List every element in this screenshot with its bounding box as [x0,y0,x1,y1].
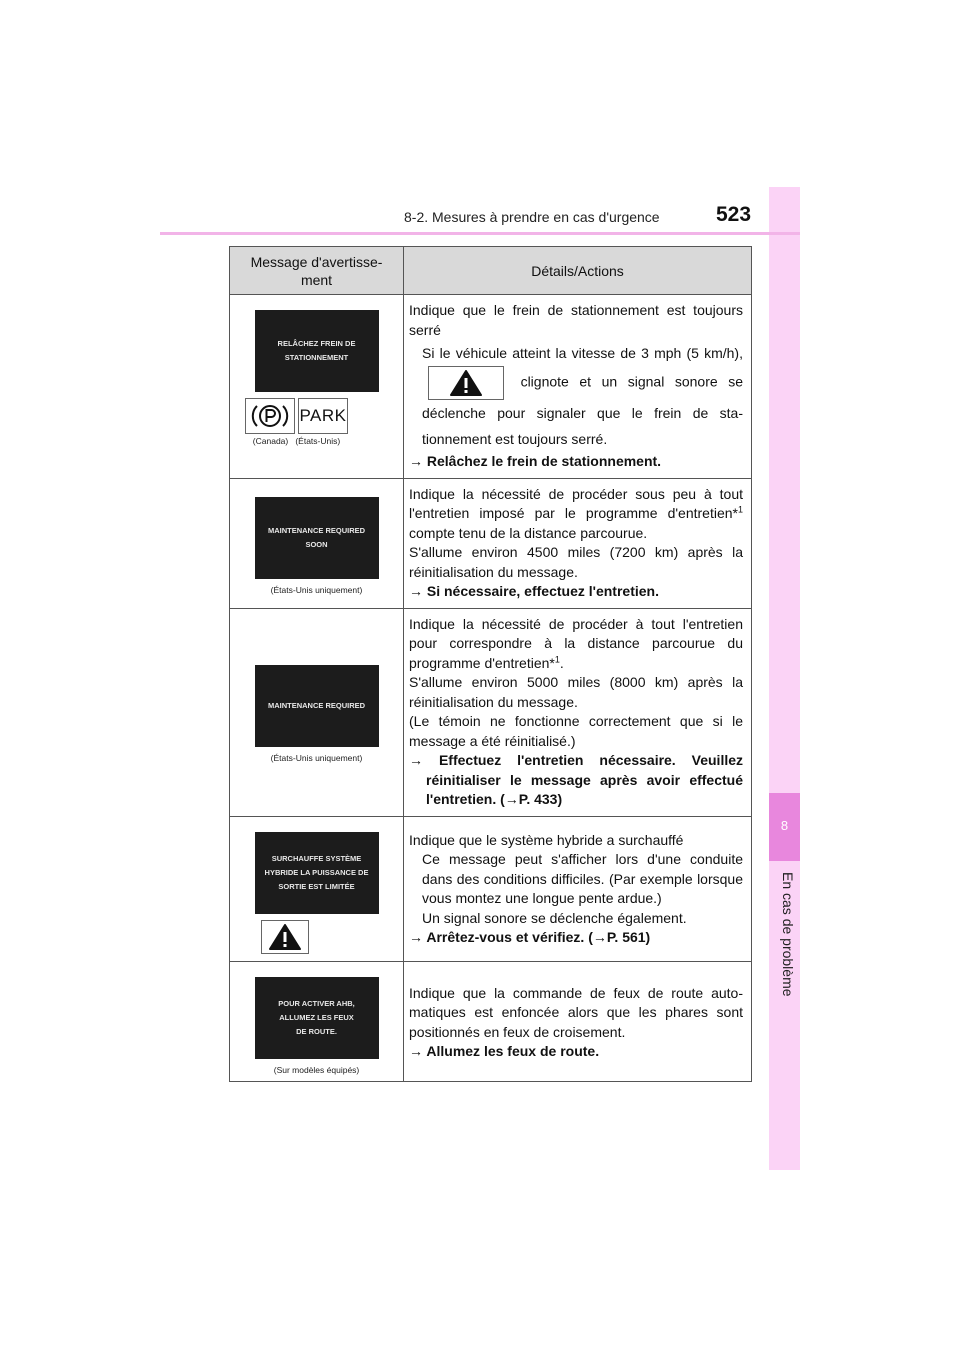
action-text: Effectuez l'entretien nécessaire. Veuillez réinitialiser le message après avoir effectué l'entretien. ( [426,752,744,807]
col-header-message: Message d'avertisse-ment [230,247,404,295]
table-row [230,961,752,1081]
details-cell [404,478,752,608]
table-header-row [230,247,752,295]
arrow-icon: → [409,583,423,599]
screen-line: SURCHAUFFE SYSTÈME [271,853,362,863]
details-cell [404,816,752,961]
message-screen-image [255,497,379,579]
detail-intro: Indique la nécessité de procéder à tout l'entretien pour correspondre à la distance parcourue du programme d'entretien* [409,615,743,671]
detail-intro: Indique que le frein de stationnement est toujours serré [409,302,743,338]
detail-text: S'allume environ 5000 miles (8000 km) après la réinitialisation du message. [409,674,743,710]
details-cell [404,608,752,816]
details-cell [404,295,752,479]
action-text: Relâchez le frein de stationnement. [426,453,662,469]
page-reference: P. 561) [606,929,651,945]
header-rule [160,232,800,235]
col-header-details: Détails/Actions [404,247,752,295]
screen-line: MAINTENANCE REQUIRED [267,525,366,535]
park-text-icon [298,398,348,434]
detail-intro: Indique que le système hybride a surchauffé [409,831,684,848]
region-caption: (Sur modèles équipés) [273,1064,360,1075]
message-display-cell [230,608,404,816]
screen-line: ALLUMEZ LES FEUX [279,1012,354,1022]
screen-line: STATIONNEMENT [284,353,349,362]
screen-line: SORTIE EST LIMITÉE [278,881,355,891]
table-row [230,478,752,608]
message-display-cell [230,478,404,608]
action-text: Arrêtez-vous et vérifiez. ( [426,929,593,945]
details-cell [404,961,752,1081]
parking-brake-icon [245,398,295,434]
chapter-number: 8 [780,818,789,833]
detail-intro: Indique la nécessité de procéder sous peu à tout l'entretien imposé par le programme d'entretien* [409,485,743,521]
arrow-icon: → [409,929,423,945]
detail-text: (Le témoin ne fonctionne correctement que si le message a été réinitialisé.) [409,713,743,749]
screen-line: DE ROUTE. [296,1026,337,1036]
detail-text: Un signal sonore se déclenche également. [422,909,687,926]
detail-intro-cont: compte tenu de la distance parcourue. [409,524,648,541]
action-text: Allumez les feux de route. [426,1043,600,1059]
detail-intro: Indique que la commande de feux de route auto-matiques est enfoncée alors que les phares sont positionnés en feux de croisement. [409,984,743,1040]
message-display-cell [230,961,404,1081]
detail-text: clignote et un signal sonore se déclenche pour signaler que le frein de sta-tionnement est toujours serré. [422,373,744,447]
detail-text: S'allume environ 4500 miles (7200 km) après la réinitialisation du message. [409,544,743,580]
message-display-cell [230,816,404,961]
caption-usa: (États-Unis) [295,436,341,446]
arrow-icon: → [504,791,519,807]
table-row [230,816,752,961]
screen-line: POUR ACTIVER AHB, [278,998,355,1008]
indicator-icons [167,920,402,954]
action-text: Si nécessaire, effectuez l'entretien. [426,583,659,599]
region-caption: (États-Unis uniquement) [270,752,363,763]
warning-triangle-icon [428,366,504,400]
screen-line: RELÂCHEZ FREIN DE [277,339,356,348]
message-screen-image [255,832,379,914]
footnote-ref: 1 [554,653,560,664]
arrow-icon: → [409,453,423,469]
warning-triangle-icon [261,920,309,954]
screen-line: HYBRIDE LA PUISSANCE DE [264,867,369,877]
park-label: PARK [299,406,347,425]
region-caption: (États-Unis uniquement) [270,584,363,595]
message-screen-image [255,310,379,392]
section-title: 8-2. Mesures à prendre en cas d'urgence [404,209,660,225]
screen-line: MAINTENANCE REQUIRED [267,700,366,710]
message-display-cell [230,295,404,479]
message-screen-image [255,665,379,747]
detail-intro-cont: . [559,654,564,671]
chapter-label: En cas de problème [780,872,796,997]
detail-text: Si le véhicule atteint la vitesse de 3 mph (5 km/h), [422,345,743,361]
message-screen-image [255,977,379,1059]
table-row [230,295,752,479]
screen-line: SOON [305,539,328,549]
table-row [230,608,752,816]
page-number: 523 [716,203,752,226]
warning-messages-table [229,246,752,1082]
footnote-ref: 1 [737,504,743,515]
caption-canada: (Canada) [252,436,289,446]
arrow-icon: → [409,1043,423,1059]
chapter-side-tab [769,187,800,1170]
region-captions [191,436,402,446]
arrow-icon: → [592,929,607,945]
indicator-icons [191,398,402,434]
page-reference: P. 433) [518,791,563,807]
arrow-icon: → [409,752,423,768]
detail-text: Ce message peut s'afficher lors d'une conduite dans des conditions difficiles. (Par exemple lorsque vous montez une longue pente ardue.) [422,851,743,906]
